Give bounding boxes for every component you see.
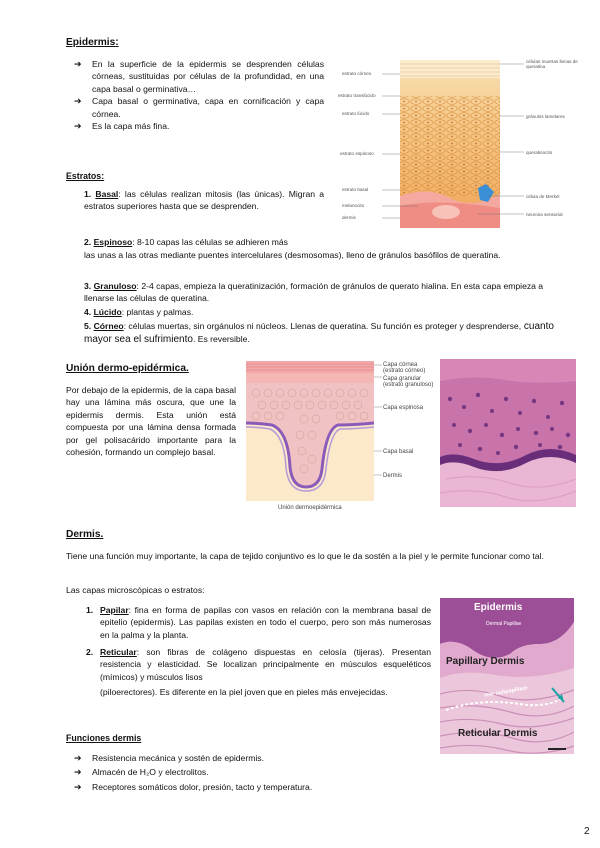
label-dermis-union: Dermis <box>383 473 402 479</box>
union-figure-caption: Unión dermoepidérmica <box>278 505 342 511</box>
label-celulas-muertas: células muertas llenas de queratina <box>526 59 578 70</box>
estratos-heading: Estratos: <box>66 171 105 181</box>
list-item: ➔ Almacén de H₂O y electrolitos. <box>74 767 209 778</box>
label-capa-espinosa: Capa espinosa <box>383 405 424 411</box>
estrato-item-granuloso: 3. Granuloso: 2-4 capas, empieza la queratinización, formación de gránulos de querato hialina. En esta capa empieza a llenarse las células de queratina. <box>84 281 544 304</box>
label-queratinocito: queratinocito <box>526 150 553 155</box>
list-item: ➔ Capa basal o germinativa, capa en cornificación y capa córnea. <box>74 96 324 119</box>
histology-image <box>440 359 576 507</box>
epidermis-title: Epidermis <box>66 37 116 48</box>
dermis-intro: Tiene una función muy importante, la capa de tejido conjuntivo es lo que le da sostén a la piel y le permite funcionar como tal. <box>66 551 544 561</box>
dermis-subheading: Las capas microscópicas o estratos: <box>66 585 205 595</box>
histology-photo-dermis <box>440 598 574 754</box>
union-heading: Unión dermo-epidérmica. <box>66 363 189 374</box>
arrow-right-icon: ➔ <box>74 767 82 778</box>
label-estrato-espinoso: estrato espinoso <box>340 151 374 156</box>
arrow-right-icon: ➔ <box>74 59 82 69</box>
term-espinoso: Espinoso <box>93 237 133 247</box>
list-item: ➔ Resistencia mecánica y sostén de epidermis. <box>74 753 264 763</box>
estrato-item-lucido: 4. Lúcido: plantas y palmas. <box>84 307 194 317</box>
label-melanocito: melanocito <box>342 203 365 208</box>
page-number: 2 <box>584 826 590 837</box>
list-item: ➔ Es la capa más fina. <box>74 121 170 132</box>
label-neurona-sensorial: neurona sensorial <box>526 212 563 217</box>
funciones-heading: Funciones dermis <box>66 733 142 743</box>
term-granuloso: Granuloso <box>93 281 137 291</box>
epidermis-heading: Epidermis: <box>66 37 119 48</box>
label-capa-basal: Capa basal <box>383 449 414 455</box>
estrato-item-basal: 1. Basal: las células realizan mitosis (las únicas). Migran a estratos superiores hasta que se desprenden. <box>84 189 324 212</box>
arrow-right-icon: ➔ <box>74 121 82 132</box>
arrow-right-icon: ➔ <box>74 781 82 792</box>
dermis-heading: Dermis. <box>66 529 104 540</box>
term-corneo: Córneo <box>93 321 124 331</box>
label-dermal-papillae: Dermal Papillae <box>486 621 522 627</box>
epidermis-bullets <box>74 58 324 132</box>
label-dermis: dermis <box>342 215 356 220</box>
estrato-item-corneo: 5. Córneo: células muertas, sin orgánulos ni núcleos. Llenas de queratina. Su función es proteger y desprenderse, cuanto mayor sea el sufrimiento. Es reversible. <box>84 321 554 346</box>
term-basal: Basal <box>95 189 119 199</box>
label-reticular-dermis: Reticular Dermis <box>458 728 538 739</box>
union-paragraph: Por debajo de la epidermis, de la capa basal hay una lámina más oscura, que une la epidermis dermis. Esta unión está compuesta por una lámina densa formada por gel polisacárido importante para la cohesión, formando un complejo basal. <box>66 385 236 458</box>
label-granulos-lamelares: gránulos lamelares <box>526 114 565 119</box>
union-title: Unión dermo-epidérmica <box>66 363 187 374</box>
estrato-item-espinoso-cont: las unas a las otras mediante puentes intercelulares (desmosomas), lleno de gránulos basófilos de queratina. <box>84 250 501 260</box>
dermis-item-reticular: 2. Reticular: son fibras de colágeno dispuestas en celosía (tijeras). Presentan resistencia y elasticidad. Se localizan principalmente en músculos esqueléticos (mímicos) y músculos lisos <box>86 647 431 682</box>
term-lucido: Lúcido <box>93 307 122 317</box>
label-capa-granular: Capa granular (estrato granuloso) <box>383 376 434 389</box>
label-estrato-basal: estrato basal <box>342 187 369 192</box>
estrato-item-espinoso: 2. Espinoso: 8-10 capas las células se adhieren más <box>84 237 288 247</box>
label-estrato-translucido: estrato translúcido <box>338 93 376 98</box>
term-papilar: Papilar <box>100 605 129 615</box>
list-item: ➔ Receptores somáticos dolor, presión, tacto y temperatura. <box>74 781 313 792</box>
histology-photo-epidermis <box>440 359 576 507</box>
list-item: ➔ En la superficie de la epidermis se desprenden células córneas, sustituidas por células de la profundidad, en una capa basal o germinativa… <box>74 59 324 94</box>
label-estrato-lucido: estrato lúcido <box>342 111 370 116</box>
epidermis-layers-figure <box>338 56 578 228</box>
label-celula-merkel: célula de Merkel <box>526 194 560 199</box>
arrow-right-icon: ➔ <box>74 96 82 107</box>
funciones-bullets <box>74 752 394 793</box>
label-epidermis-photo: Epidermis <box>474 602 523 613</box>
epidermis-illustration <box>338 56 578 228</box>
arrow-right-icon: ➔ <box>74 753 82 763</box>
label-capa-cornea: Capa córnea (estrato córneo) <box>383 362 426 375</box>
dermis-item-papilar: 1. Papilar: fina en forma de papilas con vasos en relación con la membrana basal de epitelio (epidermis). Las papilas existen en todo el cuerpo, pero son más numerosas en la palma y la planta. <box>86 605 431 640</box>
label-papillary-dermis: Papillary Dermis <box>446 656 525 667</box>
dermis-item-reticular-cont: (piloerectores). Es diferente en la piel joven que en pieles más envejecidas. <box>100 687 388 697</box>
union-figure <box>242 359 438 515</box>
label-estrato-corneo: estrato córneo <box>342 71 372 76</box>
label-rete-subpapillare: rete subpapillare <box>483 685 529 699</box>
term-reticular: Reticular <box>100 647 137 657</box>
